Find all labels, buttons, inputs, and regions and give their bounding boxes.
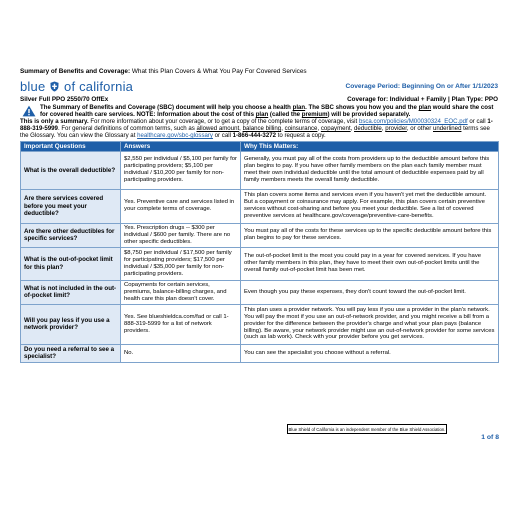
table-row [21,151,499,189]
why-cell: Generally, you must pay all of the costs from providers up to the deductible amount before this plan begins to pay. If you have other family members on the plan each family member must meet their own individual deductible until the total amount of deductible expenses paid by all family members meets the overall family deductible. [241,151,499,189]
answer-cell: $2,550 per individual / $5,100 per family for participating providers; $5,100 per individual / $10,200 per family for non-participating providers. [121,151,241,189]
coverage-period: Coverage Period: Beginning On or After 1/1/2023 [345,83,498,90]
header-why-this-matters: Why This Matters: [241,141,499,151]
table-row [21,223,499,247]
table-header-row [21,141,499,151]
answer-cell: Yes. Preventive care and services listed in your complete terms of coverage. [121,189,241,223]
eoc-link[interactable]: bsca.com/policies/M00030324_EOC.pdf [358,118,468,125]
answer-cell: Yes. See blueshieldca.com/fad or call 1-888-319-5999 for a list of network providers. [121,304,241,344]
coverage-for: Coverage for: Individual + Family | Plan Type: PPO [347,96,498,103]
shield-logo-icon [50,81,59,92]
title-bold: Summary of Benefits and Coverage: [20,68,131,75]
sbc-notice: The Summary of Benefits and Coverage (SBC) document will help you choose a health plan. The SBC shows you how you and the plan would share the cost for covered health care services. NOTE: Information about the cost of this plan (called the premium) will be provided separately. [20,104,498,118]
glossary-phone: 1-866-444-3272 [232,132,276,140]
page-number: 1 of 8 [481,434,499,441]
why-cell: The out-of-pocket limit is the most you could pay in a year for covered services. If you have other family members in this plan, they have to meet their own out-of-pocket limits until the overall family out-of-pocket limit has been met. [241,247,499,280]
intro-paragraph: This is only a summary. For more information about your coverage, or to get a copy of the complete terms of coverage, visit bsca.com/policies/M00030324_EOC.pdf or call 1-888-319-5999. For general definitions of common terms, such as allowed amount, balance billing, coinsurance, copayment, deductible, provider, or other underlined terms see the Glossary. You can view the Glossary at healthcare.gov/sbc-glossary or call 1-866-444-3272 to request a copy. [20,118,493,140]
why-cell: This plan uses a provider network. You will pay less if you use a provider in the plan's network. You will pay the most if you use an out-of-network provider, and you might receive a bill from a provider for the difference between the provider's charge and what your plan pays (balance billing). Be aware, your network provider might use an out-of-network provider for some services (such as lab work). Check with your provider before you get services. [241,304,499,344]
answer-cell: Copayments for certain services, premiums, balance-billing charges, and health care this plan doesn't cover. [121,280,241,304]
table-row [21,247,499,280]
warning-icon [22,105,36,117]
answer-cell: Yes. Prescription drugs -- $300 per individual / $600 per family. There are no other specific deductibles. [121,223,241,247]
table-row [21,304,499,344]
why-cell: You must pay all of the costs for these services up to the specific deductible amount before this plan begins to pay for these services. [241,223,499,247]
question-cell: Will you pay less if you use a network provider? [21,304,121,344]
question-cell: What is not included in the out-of-pocket limit? [21,280,121,304]
why-cell: Even though you pay these expenses, they don't count toward the out-of-pocket limit. [241,280,499,304]
document-title [20,68,498,76]
plan-name: Silver Full PPO 2550/70 OffEx [20,96,109,103]
question-cell: What is the overall deductible? [21,151,121,189]
association-note: Blue Shield of California is an independent member of the Blue Shield Association. [287,424,447,434]
question-cell: Are there other deductibles for specific services? [21,223,121,247]
table-row [21,344,499,362]
why-cell: You can see the specialist you choose without a referral. [241,344,499,362]
benefits-table [20,141,499,363]
plan-row [20,95,498,104]
phone-number: 1-888-319-5999 [20,118,493,133]
header-answers: Answers [121,141,241,151]
blue-shield-logo: blue of california [20,79,134,94]
question-cell: What is the out-of-pocket limit for this plan? [21,247,121,280]
question-cell: Are there services covered before you meet your deductible? [21,189,121,223]
why-cell: This plan covers some items and services even if you haven't yet met the deductible amount. But a copayment or coinsurance may apply. For example, this plan covers certain preventive services without cost-sharing and before you meet your deductible. See a list of covered preventive services at healthcare.gov/coverage/preventive-care-benefits. [241,189,499,223]
glossary-link[interactable]: healthcare.gov/sbc-glossary [137,132,213,140]
title-rest: What this Plan Covers & What You Pay For Covered Services [130,68,307,75]
table-row [21,280,499,304]
answer-cell: $8,750 per individual / $17,500 per family for participating providers; $17,500 per individual / $35,000 per family for non-participating providers. [121,247,241,280]
header-important-questions: Important Questions [21,141,121,151]
sbc-page [20,68,498,363]
table-row [21,189,499,223]
answer-cell: No. [121,344,241,362]
question-cell: Do you need a referral to see a specialist? [21,344,121,362]
brand-row [20,79,498,95]
